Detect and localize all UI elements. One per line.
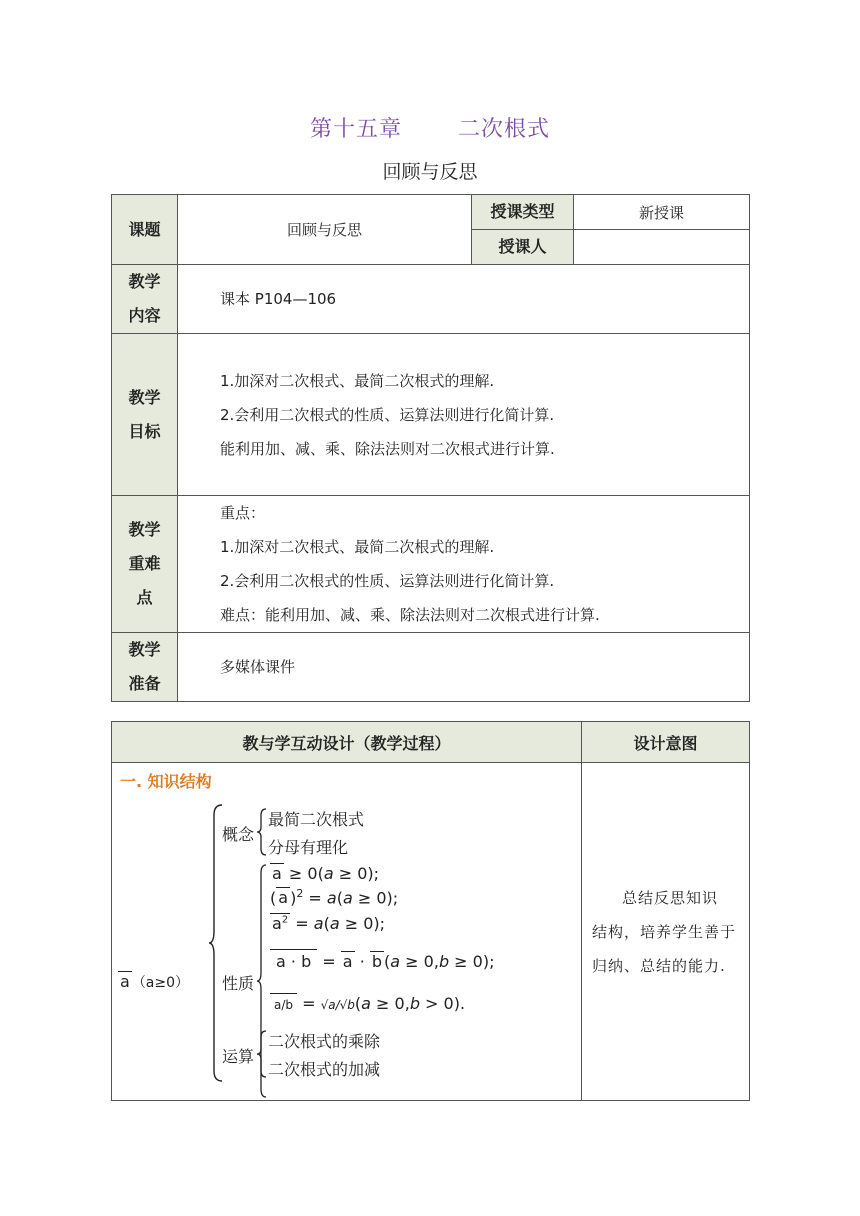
key-points-list [178,496,750,633]
property-item: $a^2 = a(a \ge 0)$; [272,914,386,933]
info-table [111,194,750,702]
goal-item: 能利用加、减、乘、除法法则对二次根式进行计算. [220,439,555,458]
operation-item: 二次根式的乘除 [268,1032,381,1051]
chapter-number: 第十五章 [309,117,402,142]
teacher-label: 授课人 [472,230,574,265]
root-expression [118,971,189,992]
sqrt-a: a [120,972,130,991]
content-label [112,265,178,334]
property-label: 性质 [222,974,255,993]
operation-brace [256,1029,268,1079]
chapter-title [0,112,860,143]
goals-label-line: 教学 [128,387,161,407]
process-table [111,721,750,1101]
goals-label-line: 目标 [128,421,161,441]
key-label-line: 点 [136,588,153,607]
intent-line: 结构，培养学生善于 [592,922,737,941]
topic-value: 回顾与反思 [178,195,472,265]
goals-label [112,334,178,496]
type-label: 授课类型 [472,195,574,230]
content-label-line: 内容 [128,306,161,325]
knowledge-structure-cell [112,763,582,1101]
property-item: a ≥ 0(a ≥ 0); [272,864,380,883]
property-item: a/b = √a/√b(a ≥ 0,b > 0). [270,993,465,1013]
main-brace [208,803,224,1083]
topic-label: 课题 [112,195,178,265]
property-item: ( a )$^2$ = a(a ≥ 0); [270,887,399,908]
intent-line: 总结反思知识 [622,888,719,907]
key-point-item: 1.加深对二次根式、最简二次根式的理解. [220,538,495,556]
goal-item: 1.加深对二次根式、最简二次根式的理解. [220,371,495,390]
teacher-value [574,230,750,265]
key-point-item: 难点：能利用加、减、乘、除法法则对二次根式进行计算. [220,606,600,624]
concept-item: 分母有理化 [268,838,349,857]
concept-label: 概念 [222,825,255,844]
operation-label: 运算 [222,1047,255,1066]
content-value: 课本 P104—106 [178,265,750,334]
concept-item: 最简二次根式 [268,810,365,829]
lesson-title: 回顾与反思 [382,161,478,183]
concept-brace [256,807,268,857]
prep-label [112,633,178,702]
process-header: 教与学互动设计（教学过程） [112,722,582,763]
key-label-line: 重难 [128,554,161,573]
chapter-name: 二次根式 [458,117,551,142]
prep-label-line: 教学 [128,640,161,659]
prep-label-line: 准备 [128,674,161,693]
content-label-line: 教学 [128,272,161,291]
key-label-line: 教学 [128,520,161,539]
operation-item: 二次根式的加减 [268,1060,381,1079]
key-point-item: 重点： [220,504,266,522]
property-item: a · b = a · b (a ≥ 0,b ≥ 0); [270,949,494,973]
type-value: 新授课 [574,195,750,230]
intent-header: 设计意图 [582,722,750,763]
intent-line: 归纳、总结的能力. [592,956,726,975]
prep-value: 多媒体课件 [178,633,750,702]
design-intent-cell [582,763,750,1101]
key-points-label [112,496,178,633]
goal-item: 2.会利用二次根式的性质、运算法则进行化简计算. [220,405,555,424]
goals-list [178,334,750,496]
root-condition: （a≥0） [131,975,190,991]
key-point-item: 2.会利用二次根式的性质、运算法则进行化简计算. [220,572,555,590]
section-title: 一. 知识结构 [120,772,212,791]
